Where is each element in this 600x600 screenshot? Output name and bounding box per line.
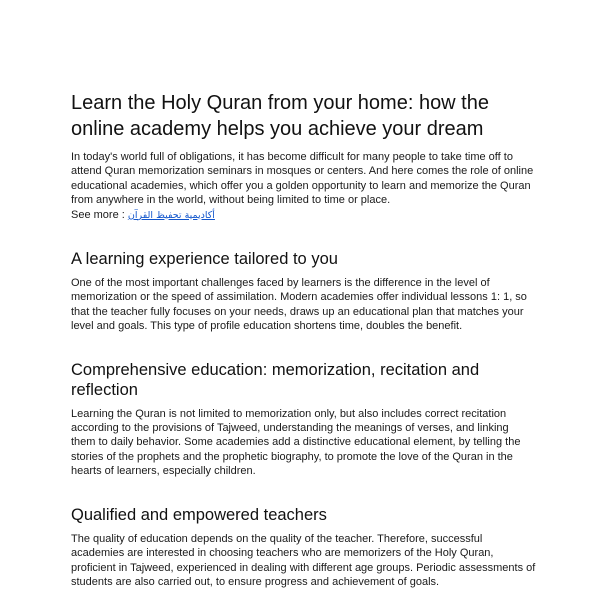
- section-heading: Comprehensive education: memorization, recitation and reflection: [71, 360, 480, 399]
- section-tailored-learning: [71, 249, 536, 334]
- intro-paragraph: In today's world full of obligations, it has become difficult for many people to take time off to attend Quran memorization seminars in mosques or centers. And here comes the role of online educational academies, which offer you a golden opportunity to learn and memorize the Quran from anywhere in the world, without being limited to time or place.: [71, 151, 534, 207]
- section-heading: Qualified and empowered teachers: [71, 505, 327, 524]
- section-qualified-teachers: [71, 505, 536, 590]
- section-body: Learning the Quran is not limited to memorization only, but also includes correct recitation according to the provisions of Tajweed, understanding the meanings of verses, and linking them to daily behavior. Some academies add a distinctive educational element, by telling the stories of the prophets and the prophetic biography, to promote the love of the Quran in the hearts of learners, especially children.: [71, 407, 521, 478]
- document-title: Learn the Holy Quran from your home: how the online academy helps you achieve your dream: [71, 92, 489, 140]
- section-comprehensive-education: [71, 360, 536, 479]
- quran-academy-link[interactable]: أكاديمية تحفيظ القرآن: [127, 209, 215, 221]
- section-body: One of the most important challenges faced by learners is the difference in the level of memorization or the speed of assimilation. Modern academies offer individual lessons 1: 1, so that the teacher fully focuses on your needs, draws up an educational plan that matches your level and goals. This type of profile education shortens time, doubles the benefit.: [71, 277, 527, 333]
- section-body: The quality of education depends on the quality of the teacher. Therefore, successful academies are interested in choosing teachers who are memorizers of the Holy Quran, proficient in Tajweed, experienced in dealing with different age groups. Periodic assessments of students are also carried out, to ensure progress and achievement of goals.: [71, 532, 536, 588]
- see-more-label: See more :: [71, 208, 128, 221]
- document-page: [71, 90, 536, 589]
- see-more-line: [71, 208, 536, 223]
- section-heading: A learning experience tailored to you: [71, 250, 338, 269]
